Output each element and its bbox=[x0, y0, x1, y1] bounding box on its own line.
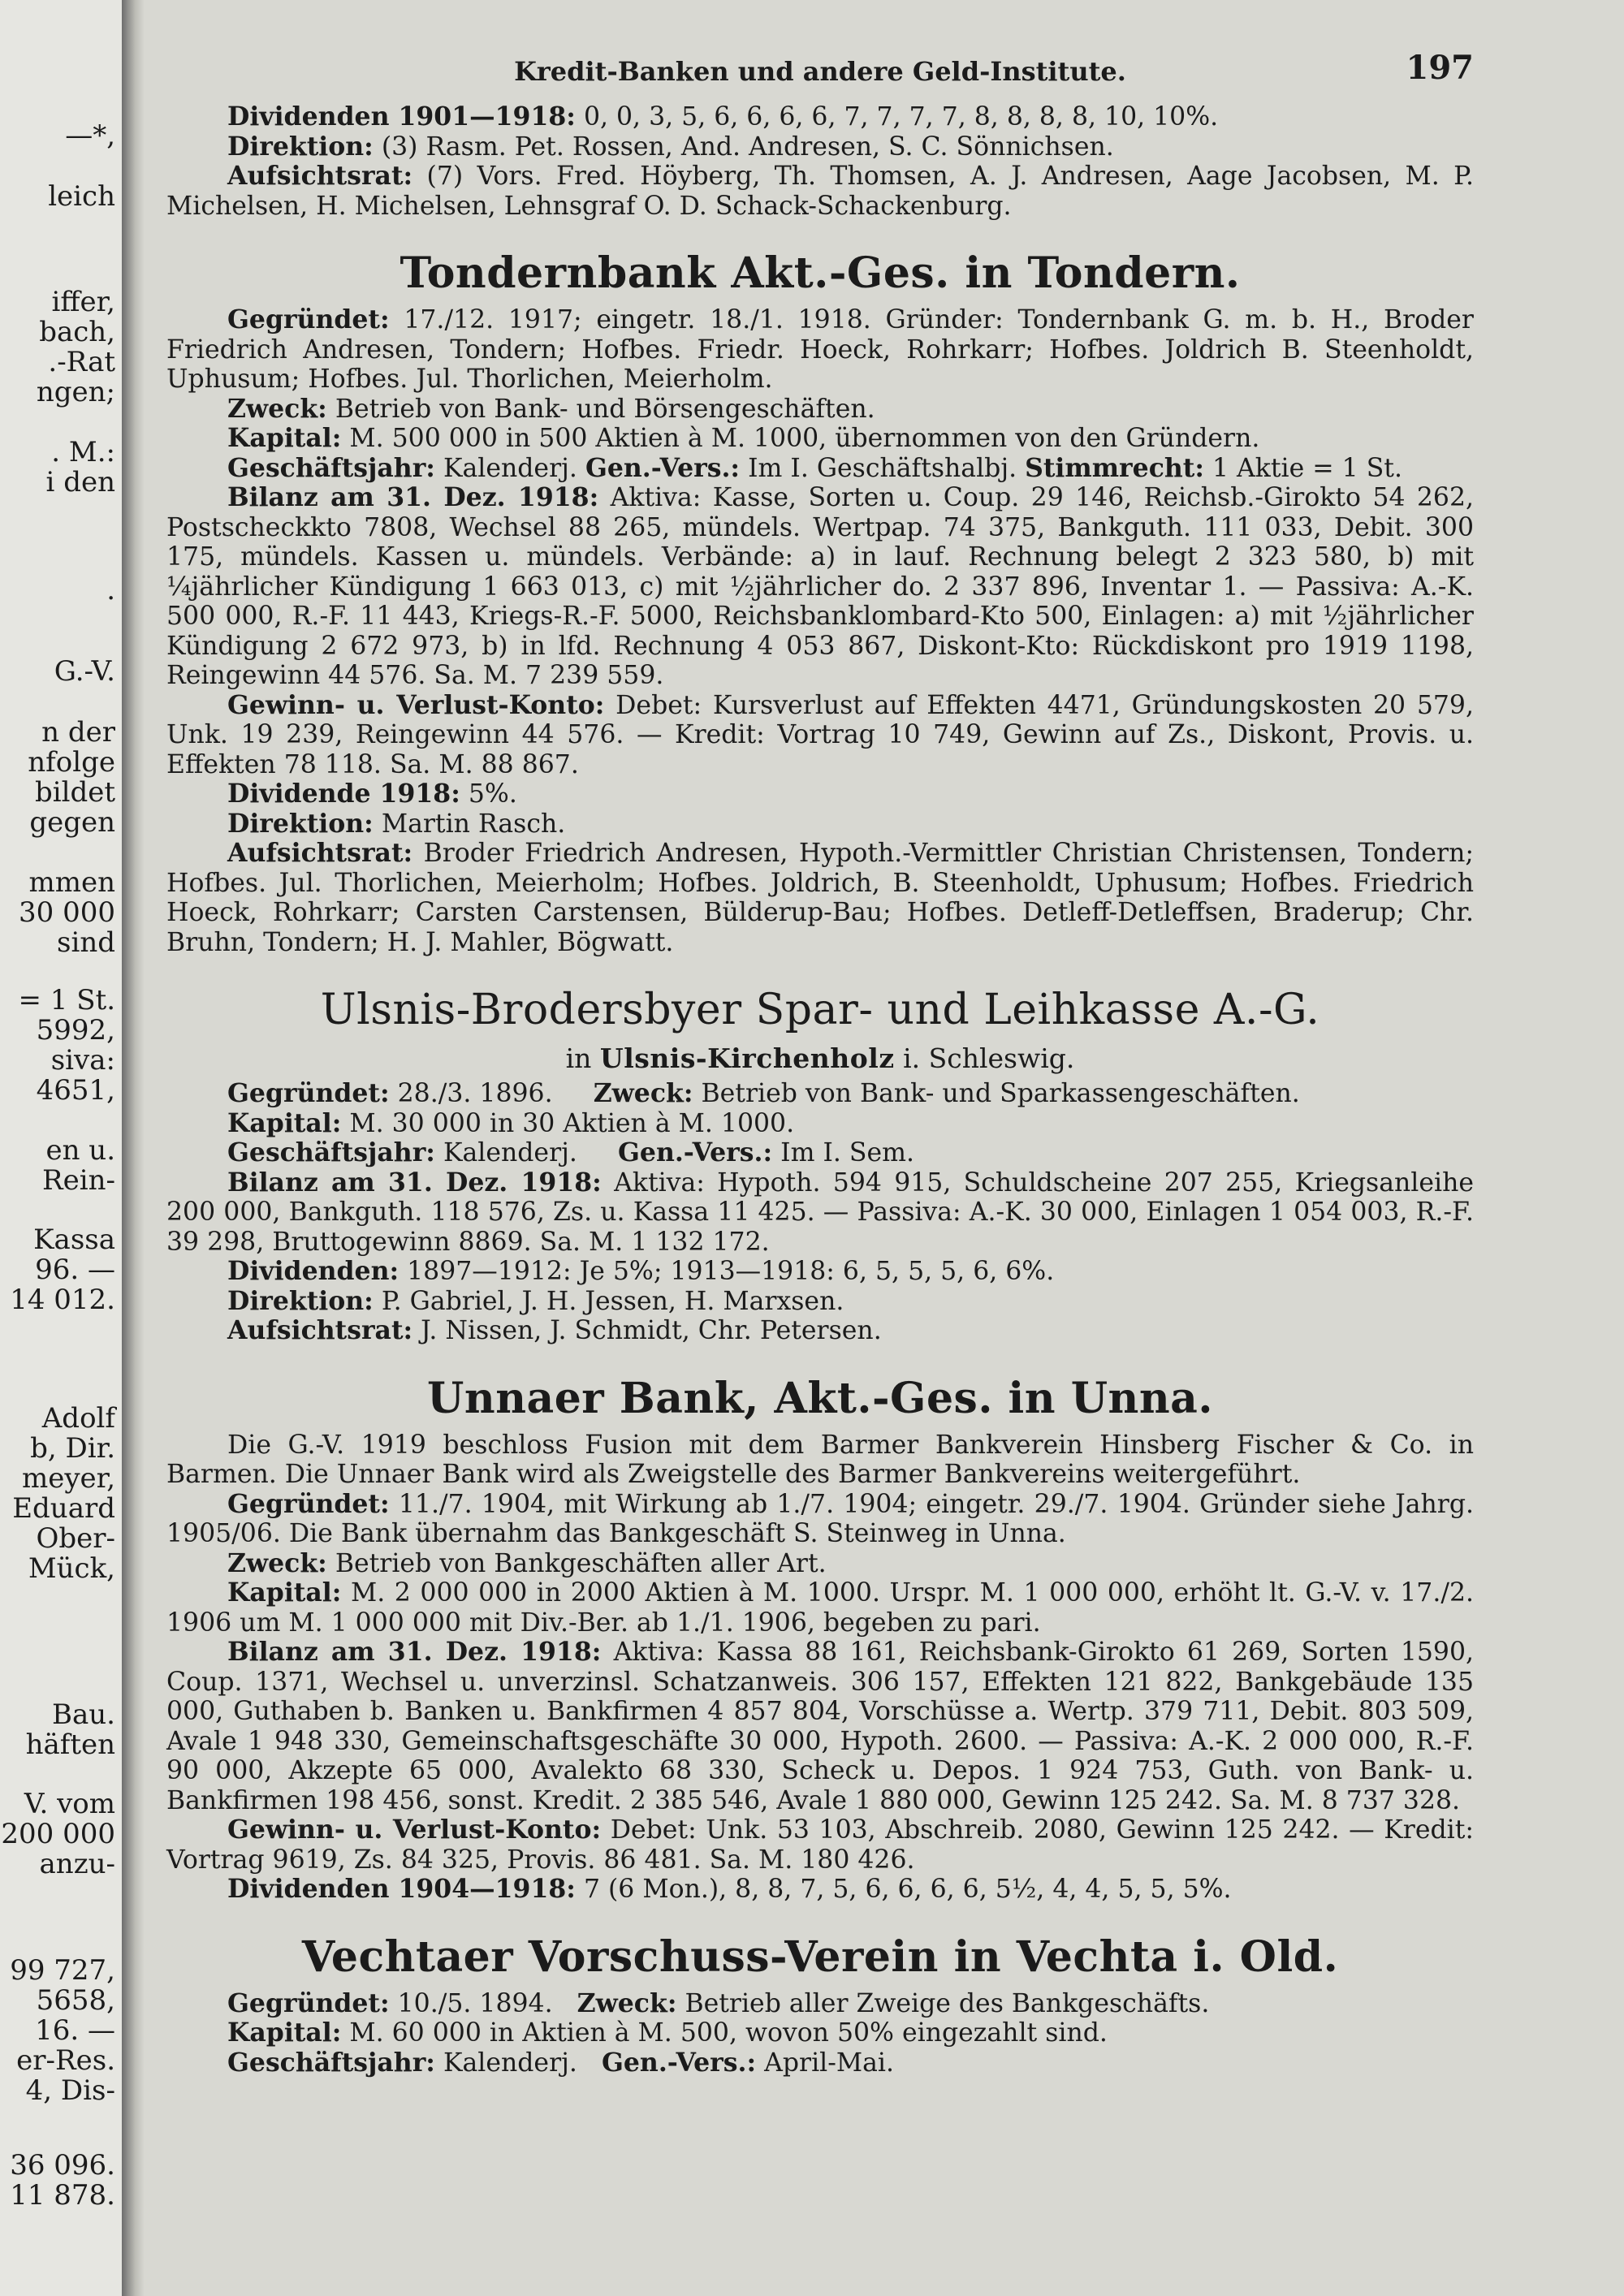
gutter-text-fragment: gegen bbox=[29, 806, 115, 839]
gegruendet-paragraph: Gegründet: 11./7. 1904, mit Wirkung ab 1./7. 1904; eingetr. 29./7. 1904. Gründer siehe Jahrg. 1905/06. Die Bank übernahm das Bankgeschäft S. Steinweg in Unna. bbox=[166, 1488, 1475, 1548]
ulsnis-title: Ulsnis-Brodersbyer Spar- und Leihkasse A.-G. bbox=[320, 986, 1320, 1034]
gutter-text-fragment: häften bbox=[25, 1728, 115, 1761]
gegruendet-paragraph: Gegründet: 17./12. 1917; eingetr. 18./1. 1918. Gründer: Tondernbank G. m. b. H., Broder Friedrich Andresen, Tondern; Hofbes. Friedr. Hoeck, Rohrkarr; Hofbes. Joldrich B. Steenholdt, Uphusum; Hofbes. Jul. Thorlichen, Meierholm. bbox=[166, 304, 1474, 394]
gewinn-verlust-paragraph: Gewinn- u. Verlust-Konto: Debet: Unk. 53 103, Abschreib. 2080, Gewinn 125 242. — Kredit: Vortrag 9619, Zs. 84 325, Provis. 86 481. Sa. M. 180 426. bbox=[166, 1815, 1474, 1875]
vechtaer-title: Vechtaer Vorschuss-Verein in Vechta i. Old. bbox=[301, 1931, 1339, 1982]
gutter-text-fragment: .-Rat bbox=[48, 346, 115, 378]
gutter-text-fragment: ngen; bbox=[36, 376, 115, 408]
gutter-text-fragment: b, Dir. bbox=[30, 1432, 115, 1465]
gutter-text-fragment: bach, bbox=[39, 316, 115, 348]
unnaer-bank-entry bbox=[166, 1370, 1474, 1905]
geschaeftsjahr-paragraph: Geschäftsjahr: Kalenderj. Gen.-Vers.: Im I. Geschäftshalbj. Stimmrecht: 1 Aktie = 1 St. bbox=[227, 452, 1402, 483]
gutter-text-fragment: 200 000 bbox=[1, 1818, 115, 1850]
gutter-text-fragment: Bau. bbox=[52, 1698, 115, 1731]
fusion-paragraph: Die G.-V. 1919 beschloss Fusion mit dem Barmer Bankverein Hinsberg Fischer & Co. in Barmen. Die Unnaer Bank wird als Zweigstelle des Barmer Bankvereins weitergeführt. bbox=[166, 1430, 1474, 1489]
gutter-text-fragment: 36 096. bbox=[10, 2149, 115, 2182]
kapital-paragraph: Kapital: M. 2 000 000 in 2000 Aktien à M. 1000. Urspr. M. 1 000 000, erhöht lt. G.-V. v. 17./2. 1906 um M. 1 000 000 mit Div.-Ber. ab 1./1. 1906, begeben zu pari. bbox=[166, 1577, 1474, 1638]
kapital-paragraph: Kapital: M. 60 000 in Aktien à M. 500, wovon 50% eingezahlt sind. bbox=[227, 2018, 1108, 2048]
unnaer-bank-title: Unnaer Bank, Akt.-Ges. in Unna. bbox=[427, 1373, 1213, 1423]
gutter-text-fragment: siva: bbox=[50, 1044, 115, 1077]
bilanz-paragraph: Bilanz am 31. Dez. 1918: Aktiva: Kasse, Sorten u. Coup. 29 146, Reichsb.-Girokto 54 262, Postscheckkto 7808, Wechsel 88 265, mündels. Wertpap. 74 375, Bankguth. 111 033, Debit. 300 175, mündels. Kassen u. mündels. Verbände: a) in lauf. Rechnung belegt 2 323 580, b) mit ¼jährlicher Kündigung 1 663 013, c) mit ½jährlicher do. 2 337 896, Inventar 1. — Passiva: A.-K. 500 000, R.-F. 11 443, Kriegs-R.-F. 5000, Reichsbanklombard-Kto 500, Einlagen: a) mit ½jährlicher Kündigung 2 672 973, b) in lfd. Rechnung 4 053 867, Diskont-Kto: Rückdiskont pro 1919 1198, Reingewinn 44 576. Sa. M. 7 239 559. bbox=[166, 482, 1475, 690]
gutter-text-fragment: i den bbox=[45, 466, 115, 498]
page-fold-shadow bbox=[122, 0, 145, 2296]
gutter-text-fragment: 96. — bbox=[35, 1254, 115, 1286]
previous-entry-continuation bbox=[166, 102, 1474, 221]
gutter-text-fragment: er-Res. bbox=[16, 2044, 115, 2077]
gutter-text-fragment: nfolge bbox=[28, 746, 115, 779]
gutter-text-fragment: 16. — bbox=[35, 2014, 115, 2047]
gutter-text-fragment: anzu- bbox=[39, 1848, 115, 1880]
dividende-paragraph: Dividende 1918: 5%. bbox=[227, 779, 517, 809]
dividenden-paragraph: Dividenden 1904—1918: 7 (6 Mon.), 8, 8, 7, 5, 6, 6, 6, 6, 5½, 4, 4, 5, 5, 5%. bbox=[227, 1874, 1232, 1904]
gutter-text-fragment: —*, bbox=[65, 119, 115, 152]
tondernbank-title: Tondernbank Akt.-Ges. in Tondern. bbox=[400, 248, 1241, 298]
gutter-text-fragment: Rein- bbox=[42, 1164, 115, 1197]
gutter-text-fragment: iffer, bbox=[51, 286, 115, 318]
geschaeftsjahr-paragraph: Geschäftsjahr: Kalenderj. Gen.-Vers.: April-Mai. bbox=[227, 2047, 894, 2078]
bilanz-paragraph: Bilanz am 31. Dez. 1918: Aktiva: Hypoth. 594 915, Schuldscheine 207 255, Kriegsanleihe 200 000, Bankguth. 118 576, Zs. u. Kassa 11 425. — Passiva: A.-K. 30 000, Einlagen 1 054 003, R.-F. 39 298, Bruttogewinn 8869. Sa. M. 1 132 172. bbox=[166, 1167, 1474, 1257]
gutter-text-fragment: = 1 St. bbox=[18, 984, 115, 1016]
gutter-text-fragment: meyer, bbox=[21, 1462, 115, 1495]
page-number: 197 bbox=[1406, 49, 1474, 87]
gutter-text-fragment: 30 000 bbox=[19, 896, 115, 929]
gutter-text-fragment: Mück, bbox=[28, 1552, 115, 1585]
direktion-paragraph: Direktion: P. Gabriel, J. H. Jessen, H. Marxsen. bbox=[227, 1285, 844, 1316]
dividenden-paragraph: Dividenden 1901—1918: 0, 0, 3, 5, 6, 6, 6, 6, 7, 7, 7, 7, 8, 8, 8, 8, 10, 10%. bbox=[227, 101, 1219, 132]
gutter-text-fragment: Kassa bbox=[33, 1224, 115, 1256]
gutter-text-fragment: 5658, bbox=[36, 1984, 115, 2017]
gutter-text-fragment: Eduard bbox=[12, 1492, 115, 1525]
gutter-text-fragment: en u. bbox=[45, 1134, 115, 1167]
gutter-text-fragment: . bbox=[106, 574, 115, 606]
tondernbank-entry bbox=[166, 245, 1474, 957]
gegruendet-paragraph: Gegründet: 10./5. 1894. Zweck: Betrieb aller Zweige des Bankgeschäfts. bbox=[227, 1987, 1210, 2018]
gegruendet-paragraph: Gegründet: 28./3. 1896. Zweck: Betrieb von Bank- und Sparkassengeschäften. bbox=[227, 1078, 1300, 1108]
gutter-text-fragment: n der bbox=[41, 716, 115, 749]
vechtaer-entry bbox=[166, 1929, 1474, 2078]
gutter-text-fragment: 5992, bbox=[36, 1014, 115, 1047]
gutter-text-fragment: . M.: bbox=[51, 436, 115, 468]
ulsnis-subtitle: in Ulsnis-Kirchenholz i. Schleswig. bbox=[565, 1042, 1075, 1074]
aufsichtsrat-paragraph: Aufsichtsrat: J. Nissen, J. Schmidt, Chr. Petersen. bbox=[227, 1315, 882, 1345]
direktion-paragraph: Direktion: (3) Rasm. Pet. Rossen, And. Andresen, S. C. Sönnichsen. bbox=[227, 131, 1114, 162]
ulsnis-entry bbox=[166, 982, 1474, 1346]
dividenden-paragraph: Dividenden: 1897—1912: Je 5%; 1913—1918: 6, 5, 5, 5, 6, 6%. bbox=[227, 1256, 1055, 1286]
gutter-text-fragment: 4, Dis- bbox=[25, 2074, 115, 2107]
gutter-text-fragment: mmen bbox=[28, 866, 115, 899]
page-content bbox=[166, 49, 1475, 2082]
kapital-paragraph: Kapital: M. 500 000 in 500 Aktien à M. 1000, übernommen von den Gründern. bbox=[227, 423, 1260, 453]
gutter-text-fragment: bildet bbox=[34, 776, 115, 809]
gutter-text-fragment: G.-V. bbox=[54, 655, 115, 688]
running-title: Kredit-Banken und andere Geld-Institute. bbox=[514, 56, 1126, 87]
gutter-text-fragment: 4651, bbox=[36, 1074, 115, 1107]
aufsichtsrat-paragraph: Aufsichtsrat: Broder Friedrich Andresen, Hypoth.-Vermittler Christian Christensen, Tondern; Hofbes. Jul. Thorlichen, Meierholm; Hofbes. Joldrich, B. Steenholdt, Uphusum; Hofbes. Friedrich Hoeck, Rohrkarr; Carsten Carstensen, Bülderup-Bau; Hofbes. Detleff-Detleffsen, Braderup; Chr. Bruhn, Tondern; H. J. Mahler, Bögwatt. bbox=[166, 838, 1474, 957]
gutter-text-fragment: 14 012. bbox=[10, 1284, 115, 1316]
aufsichtsrat-paragraph: Aufsichtsrat: (7) Vors. Fred. Höyberg, Th. Thomsen, A. J. Andresen, Aage Jacobsen, M. P. Michelsen, H. Michelsen, Lehnsgraf O. D. Schack-Schackenburg. bbox=[166, 161, 1475, 221]
gutter-text-fragment: V. vom bbox=[24, 1788, 115, 1820]
gutter-text-fragment: Adolf bbox=[41, 1402, 115, 1435]
geschaeftsjahr-paragraph: Geschäftsjahr: Kalenderj. Gen.-Vers.: Im I. Sem. bbox=[227, 1137, 915, 1167]
running-head bbox=[166, 49, 1474, 102]
gutter-text-fragment: 11 878. bbox=[10, 2179, 115, 2212]
bilanz-paragraph: Bilanz am 31. Dez. 1918: Aktiva: Kassa 88 161, Reichsbank-Girokto 61 269, Sorten 1590, Coup. 1371, Wechsel u. unverzinsl. Schatzanweis. 306 157, Effekten 121 822, Bankgebäude 135 000, Guthaben b. Banken u. Bankfirmen 4 857 804, Vorschüsse a. Wertp. 379 711, Debit. 803 509, Avale 1 948 330, Gemeinschaftsgeschäfte 30 000, Hypoth. 2600. — Passiva: A.-K. 2 000 000, R.-F. 90 000, Akzepte 65 000, Avalekto 68 330, Scheck u. Depos. 1 924 753, Guth. von Bank- u. Bankfirmen 198 456, sonst. Kredit. 2 385 546, Avale 1 880 000, Gewinn 125 242. Sa. M. 8 737 328. bbox=[166, 1637, 1475, 1815]
previous-page-edge bbox=[0, 0, 124, 2296]
direktion-paragraph: Direktion: Martin Rasch. bbox=[227, 808, 566, 839]
zweck-paragraph: Zweck: Betrieb von Bank- und Börsengeschäften. bbox=[227, 393, 875, 424]
kapital-paragraph: Kapital: M. 30 000 in 30 Aktien à M. 1000. bbox=[227, 1107, 795, 1138]
gutter-text-fragment: sind bbox=[57, 926, 115, 959]
zweck-paragraph: Zweck: Betrieb von Bankgeschäften aller Art. bbox=[227, 1547, 827, 1578]
gutter-text-fragment: Ober- bbox=[36, 1522, 115, 1555]
gutter-text-fragment: 99 727, bbox=[10, 1954, 115, 1987]
gutter-text-fragment: leich bbox=[48, 180, 115, 213]
gewinn-verlust-paragraph: Gewinn- u. Verlust-Konto: Debet: Kursverlust auf Effekten 4471, Gründungskosten 20 579, Unk. 19 239, Reingewinn 44 576. — Kredit: Vortrag 10 749, Gewinn auf Zs., Diskont, Provis. u. Effekten 78 118. Sa. M. 88 867. bbox=[166, 689, 1474, 779]
